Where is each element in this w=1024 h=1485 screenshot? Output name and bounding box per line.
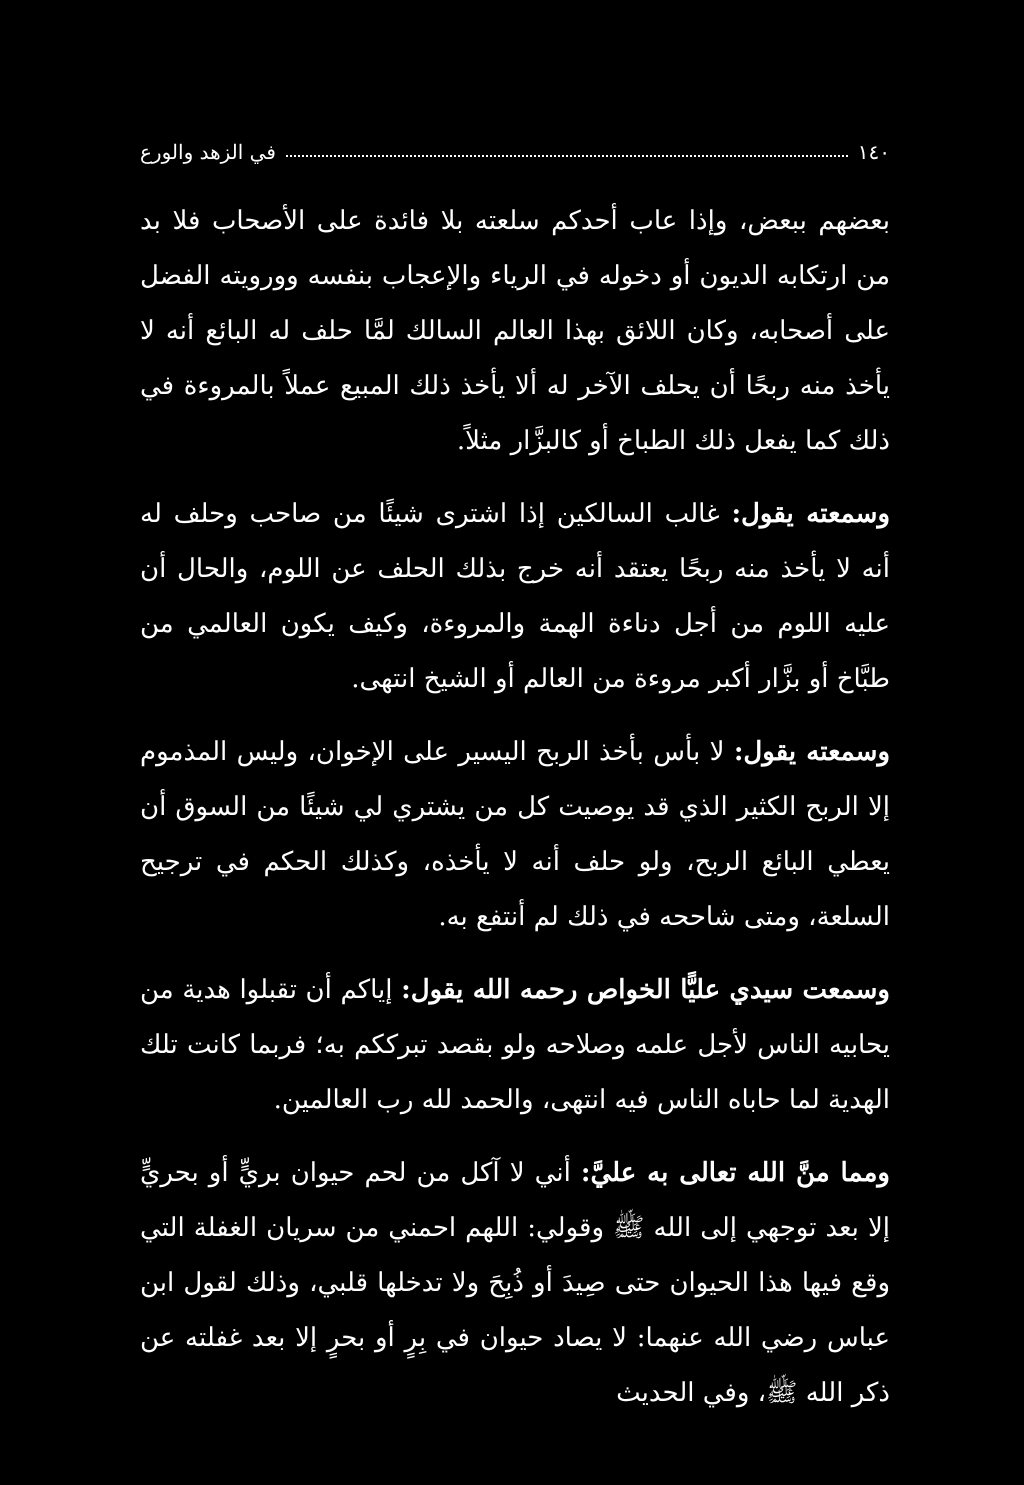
page-header <box>140 132 890 172</box>
paragraph-5 <box>140 1146 890 1421</box>
page-number: ١٤٠ <box>857 140 890 164</box>
paragraph-text: غالب السالكين إذا اشترى شيئًا من صاحب وحلف له أنه لا يأخذ منه ربحًا يعتقد أنه خرج بذلك الحلف عن اللوم، والحال أن عليه اللوم من أجل دناءة الهمة والمروءة، وكيف يكون العالمي من طبَّاخ أو بزَّار أكبر مروءة من العالم أو الشيخ انتهى. <box>140 499 890 694</box>
book-title: في الزهد والورع <box>140 140 276 164</box>
paragraph-text: إياكم أن تقبلوا هدية من يحابيه الناس لأجل علمه وصلاحه ولو بقصد تبرككم به؛ فربما كانت تلك الهدية لما حاباه الناس فيه انتهى، والحمد لله رب العالمين. <box>140 975 890 1115</box>
paragraph-3 <box>140 725 890 945</box>
paragraph-4 <box>140 963 890 1128</box>
paragraph-lead: وسمعته يقول: <box>731 499 891 529</box>
paragraph-lead: وسمعت سيدي عليًّا الخواص رحمه الله يقول: <box>401 975 890 1005</box>
paragraph-lead: وسمعته يقول: <box>733 737 890 767</box>
paragraph-text: أني لا آكل من لحم حيوان بريٍّ أو بحريٍّ إلا بعد توجهي إلى الله ﷺ وقولي: اللهم احمني من سريان الغفلة التي وقع فيها هذا الحيوان حتى صِيدَ أو ذُبِحَ ولا تدخلها قلبي، وذلك لقول ابن عباس رضي الله عنهما: لا يصاد حيوان في بِرٍ أو بحرٍ إلا بعد غفلته عن ذكر الله ﷺ، وفي الحديث <box>140 1158 890 1408</box>
paragraph-text: بعضهم ببعض، وإذا عاب أحدكم سلعته بلا فائدة على الأصحاب فلا بد من ارتكابه الديون أو دخوله في الرياء والإعجاب بنفسه وورويته الفضل على أصحابه، وكان اللائق بهذا العالم السالك لمَّا حلف له البائع أنه لا يأخذ منه ربحًا أن يحلف الآخر له ألا يأخذ ذلك المبيع عملاً بالمروءة في ذلك كما يفعل ذلك الطباخ أو كالبزَّار مثلاً. <box>140 206 890 456</box>
paragraph-lead: ومما منَّ الله تعالى به عليَّ: <box>580 1158 890 1188</box>
book-page <box>140 132 890 1439</box>
paragraph-2 <box>140 487 890 707</box>
header-dotted-leader <box>286 155 848 157</box>
paragraph-1 <box>140 194 890 469</box>
paragraph-text: لا بأس بأخذ الربح اليسير على الإخوان، وليس المذموم إلا الربح الكثير الذي قد يوصيت كل من يشتري لي شيئًا من السوق أن يعطي البائع الربح، ولو حلف أنه لا يأخذه، وكذلك الحكم في ترجيح السلعة، ومتى شاححه في ذلك لم أنتفع به. <box>140 737 890 932</box>
